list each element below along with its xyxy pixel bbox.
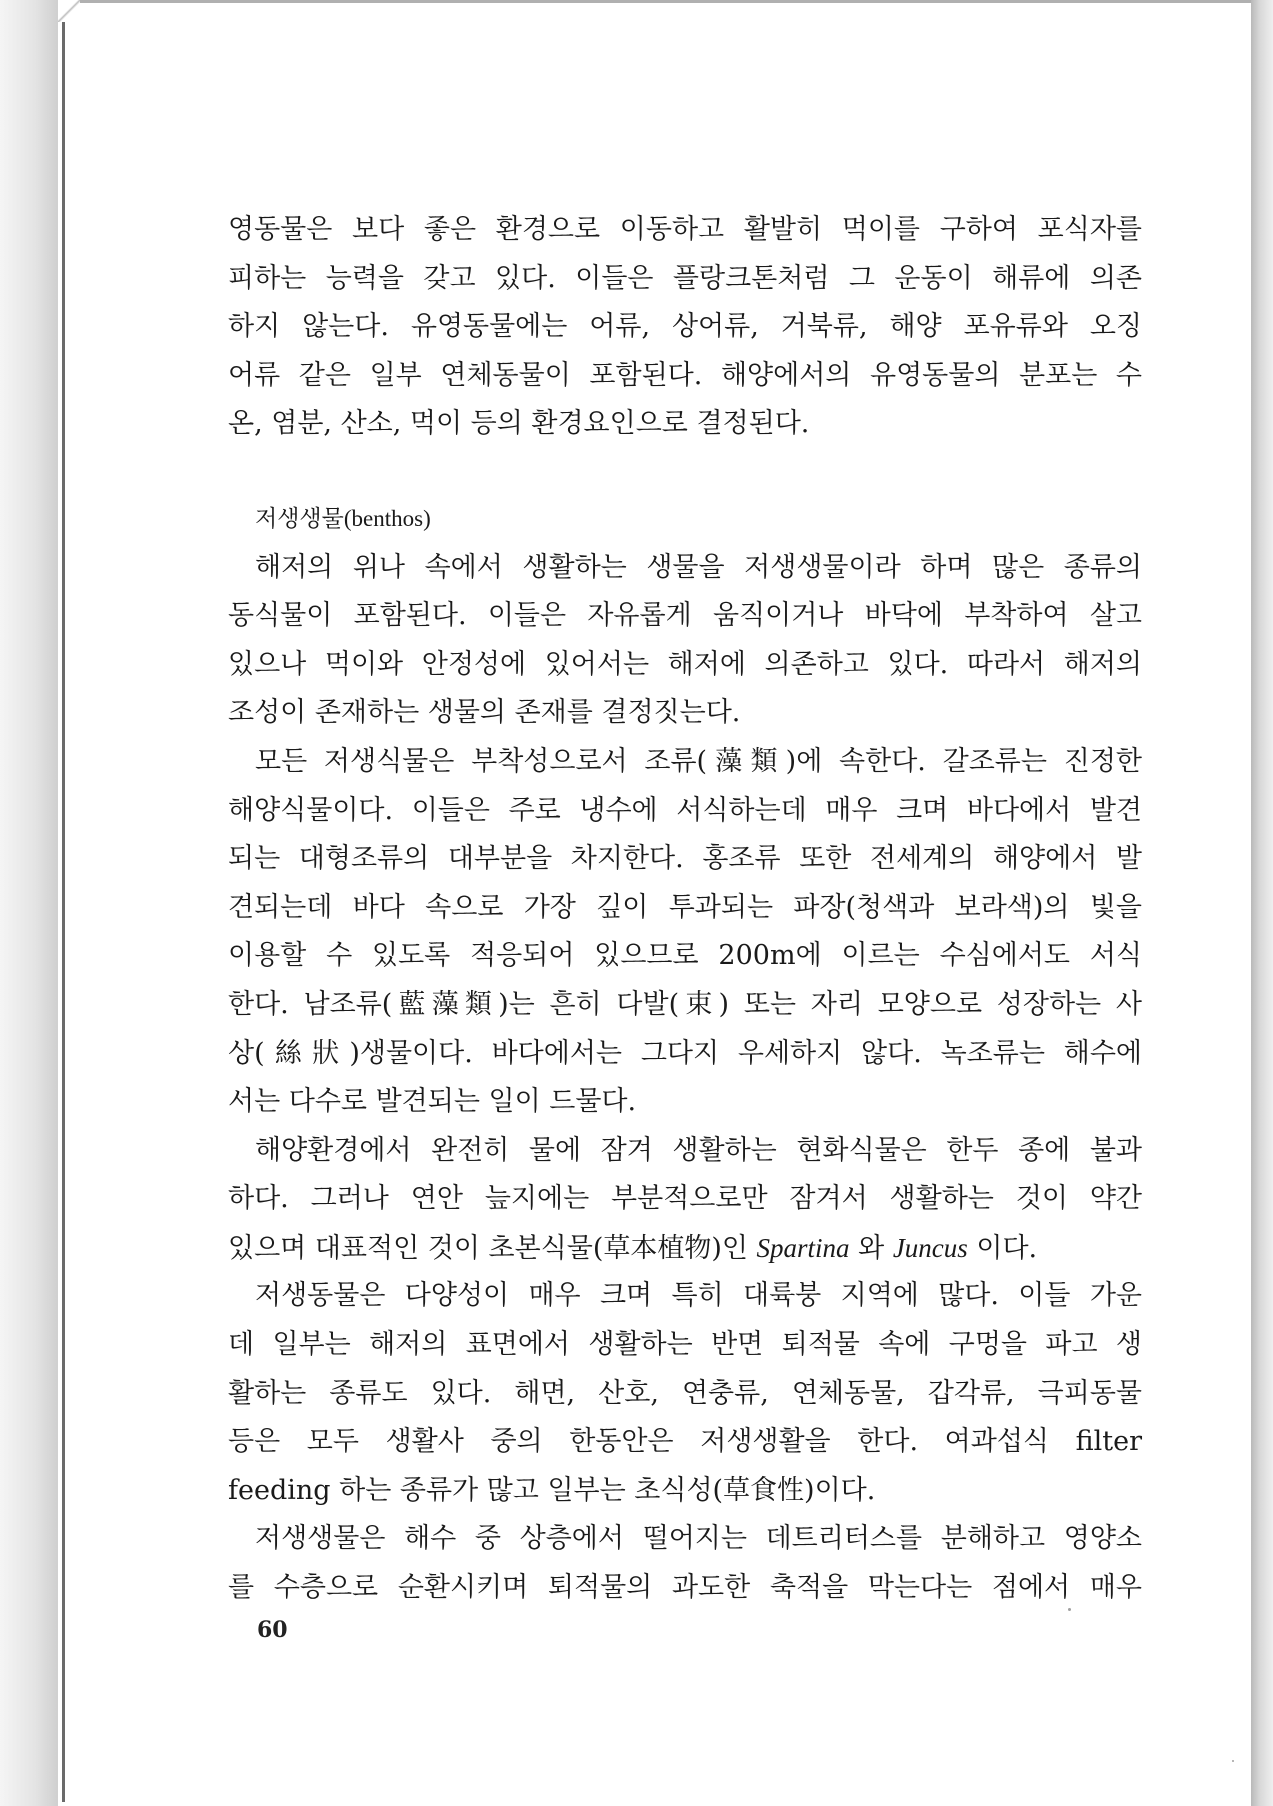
section-heading — [228, 495, 1142, 544]
paragraph — [228, 738, 1142, 1127]
text-line: 등은 모두 생활사 중의 한동안은 저생생활을 한다. 여과섭식 filter — [228, 1426, 1142, 1458]
text-line: 해저의 위나 속에서 생활하는 생물을 저생생물이라 하며 많은 종류의 — [255, 551, 1142, 583]
page-text — [228, 206, 1142, 1613]
text-line: 조성이 존재하는 생물의 존재를 결정짓는다. — [228, 697, 741, 729]
text-line: 저생생물은 해수 중 상층에서 떨어지는 데트리터스를 분해하고 영양소 — [255, 1523, 1142, 1555]
text-line: 한다. 남조류(藍藻類)는 흔히 다발(束) 또는 자리 모양으로 성장하는 사 — [228, 988, 1142, 1020]
text-fragment: 있으며 대표적인 것이 초본식물(草本植物)인 — [228, 1232, 757, 1264]
page-corner-fold — [58, 0, 80, 22]
text-line: 해양식물이다. 이들은 주로 냉수에 서식하는데 매우 크며 바다에서 발견 — [228, 794, 1142, 826]
text-fragment: 이다. — [967, 1232, 1038, 1264]
scan-speck — [1232, 1760, 1234, 1762]
text-line: 활하는 종류도 있다. 해면, 산호, 연충류, 연체동물, 갑각류, 극피동물 — [228, 1377, 1142, 1409]
text-line: 서는 다수로 발견되는 일이 드물다. — [228, 1086, 637, 1118]
text-line: 해양환경에서 완전히 물에 잠겨 생활하는 현화식물은 한두 종에 불과 — [255, 1134, 1142, 1166]
species-name-spartina: Spartina — [756, 1232, 850, 1263]
text-line: 를 수층으로 순환시키며 퇴적물의 과도한 축적을 막는다는 점에서 매우 — [228, 1572, 1142, 1604]
text-line: 저생동물은 다양성이 매우 크며 특히 대륙붕 지역에 많다. 이들 가운 — [255, 1280, 1142, 1312]
text-line: feeding 하는 종류가 많고 일부는 초식성(草食性)이다. — [228, 1474, 876, 1506]
text-line: 되는 대형조류의 대부분을 차지한다. 홍조류 또한 전세계의 해양에서 발 — [228, 843, 1142, 875]
page-number: 60 — [257, 1617, 288, 1643]
page-right-edge — [1251, 0, 1273, 1806]
text-line: 견되는데 바다 속으로 가장 깊이 투과되는 파장(청색과 보라색)의 빛을 — [228, 891, 1142, 923]
paragraph-continued — [228, 206, 1142, 449]
text-line: 어류 같은 일부 연체동물이 포함된다. 해양에서의 유영동물의 분포는 수 — [228, 359, 1142, 391]
section-heading-latin: (benthos) — [343, 505, 431, 531]
text-line: 있으나 먹이와 안정성에 있어서는 해저에 의존하고 있다. 따라서 해저의 — [228, 648, 1142, 680]
paragraph — [228, 1127, 1142, 1273]
text-line: 하다. 그러나 연안 늪지에는 부분적으로만 잠겨서 생활하는 것이 약간 — [228, 1183, 1142, 1215]
text-line: 상(絲狀)생물이다. 바다에서는 그다지 우세하지 않다. 녹조류는 해수에 — [228, 1037, 1142, 1069]
section-heading-korean: 저생생물 — [255, 505, 344, 532]
text-line: 피하는 능력을 갖고 있다. 이들은 플랑크톤처럼 그 운동이 해류에 의존 — [228, 262, 1142, 294]
text-line: 이용할 수 있도록 적응되어 있으므로 200m에 이르는 수심에서도 서식 — [228, 940, 1142, 972]
paragraph — [228, 1515, 1142, 1612]
text-fragment: 와 — [849, 1232, 893, 1264]
text-line: 영동물은 보다 좋은 환경으로 이동하고 활발히 먹이를 구하여 포식자를 — [228, 214, 1142, 245]
text-line: 하지 않는다. 유영동물에는 어류, 상어류, 거북류, 해양 포유류와 오징 — [228, 311, 1142, 343]
species-name-juncus: Juncus — [892, 1232, 968, 1263]
page-left-edge — [0, 0, 58, 1806]
paragraph — [228, 1272, 1142, 1515]
text-line: 모든 저생식물은 부착성으로서 조류(藻類)에 속한다. 갈조류는 진정한 — [255, 745, 1142, 777]
text-line-with-species — [228, 1224, 1142, 1273]
text-line: 데 일부는 해저의 표면에서 생활하는 반면 퇴적물 속에 구멍을 파고 생 — [228, 1329, 1142, 1361]
text-line: 온, 염분, 산소, 먹이 등의 환경요인으로 결정된다. — [228, 408, 810, 440]
page-top-edge — [62, 0, 1252, 3]
page-binding-line — [62, 4, 65, 1802]
scan-speck — [1068, 1608, 1071, 1611]
text-line: 동식물이 포함된다. 이들은 자유롭게 움직이거나 바닥에 부착하여 살고 — [228, 600, 1142, 632]
paragraph — [228, 544, 1142, 738]
